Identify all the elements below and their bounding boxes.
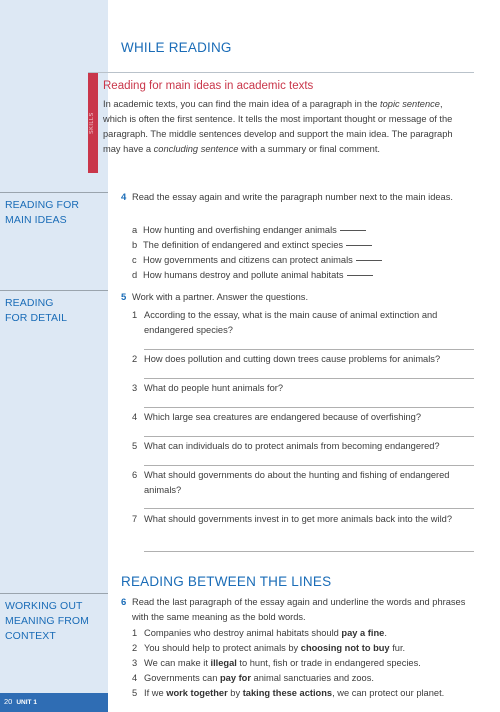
sentence-text: to hunt, fish or trade in endangered species. <box>236 658 421 668</box>
sidebar-label-context <box>0 593 108 644</box>
sentence-text: fur. <box>389 643 406 653</box>
sidebar-label-line: MAIN IDEAS <box>5 214 67 226</box>
answer-line[interactable] <box>144 407 474 408</box>
item-number: 2 <box>132 643 138 653</box>
sentence-text: by <box>227 688 243 698</box>
bold-phrase: work together <box>166 688 228 698</box>
exercise-5-instruction: Work with a partner. Answer the questions. <box>132 292 309 302</box>
answer-line[interactable] <box>144 378 474 379</box>
match-item <box>143 253 473 268</box>
item-letter: d <box>132 270 138 280</box>
exercise-5-number: 5 <box>121 292 127 303</box>
sentence-text: We can make it <box>144 658 211 668</box>
sentence-text: , we can protect our planet. <box>332 688 445 698</box>
exercise-4-instruction: Read the essay again and write the paragraph number next to the main ideas. <box>132 192 453 202</box>
sentence <box>144 656 474 671</box>
section-title-while-reading: WHILE READING <box>121 40 232 55</box>
skills-heading: Reading for main ideas in academic texts <box>103 80 314 92</box>
match-item <box>143 223 473 238</box>
sentence-text: Companies who destroy animal habitats should <box>144 628 342 638</box>
page-number: 20 <box>4 697 13 706</box>
sentence-text: animal sanctuaries and zoos. <box>250 673 374 683</box>
exercise-6-number: 6 <box>121 597 127 608</box>
sentence-text: Governments can <box>144 673 220 683</box>
answer-blank <box>347 275 373 276</box>
sidebar-label-line: READING <box>5 297 54 309</box>
skills-term: topic sentence <box>380 99 440 109</box>
sidebar-label-line: MEANING FROM <box>5 615 90 627</box>
question-number: 2 <box>132 354 138 364</box>
item-number: 5 <box>132 688 138 698</box>
match-item-text: How humans destroy and pollute animal habitats <box>143 270 344 280</box>
sidebar-label-main-ideas <box>0 192 108 228</box>
match-item <box>143 238 473 253</box>
skills-term: concluding sentence <box>153 144 239 154</box>
item-number: 3 <box>132 658 138 668</box>
sidebar-label-line: READING FOR <box>5 199 80 211</box>
question-text: What do people hunt animals for? <box>144 383 284 393</box>
skills-text: with a summary or final comment. <box>238 144 380 154</box>
question-number: 1 <box>132 310 138 320</box>
question-text: Which large sea creatures are endangered because of overfishing? <box>144 412 422 422</box>
question-number: 7 <box>132 514 138 524</box>
unit-label: UNIT 1 <box>16 699 37 706</box>
section-title-between-lines: READING BETWEEN THE LINES <box>121 574 332 589</box>
sentence <box>144 686 474 701</box>
question-text: What should governments do about the hunting and fishing of endangered animals? <box>144 470 450 495</box>
bold-phrase: illegal <box>210 658 237 668</box>
bold-phrase: choosing not to buy <box>300 643 390 653</box>
sidebar-label-line: FOR DETAIL <box>5 312 68 324</box>
skills-text: , which is often the first sentence. It tells the most important thought or message of the paragraph. The middle sentences develop and support the main idea. The paragraph may have a <box>103 99 453 154</box>
question-text: What should governments invest in to get more animals back into the wild? <box>144 514 452 524</box>
skills-body <box>103 97 468 157</box>
bold-phrase: taking these actions <box>242 688 333 698</box>
skills-text: In academic texts, you can find the main idea of a paragraph in the <box>103 99 381 109</box>
item-letter: a <box>132 225 138 235</box>
match-item-text: How governments and citizens can protect animals <box>143 255 353 265</box>
match-item <box>143 268 473 283</box>
question-number: 5 <box>132 441 138 451</box>
question-number: 6 <box>132 470 138 480</box>
question-text: According to the essay, what is the main cause of animal extinction and endangered species? <box>144 310 438 335</box>
item-number: 1 <box>132 628 138 638</box>
question-number: 3 <box>132 383 138 393</box>
sentence <box>144 626 474 641</box>
item-letter: c <box>132 255 137 265</box>
sentence-text: . <box>384 628 387 638</box>
answer-line[interactable] <box>144 551 474 552</box>
question-number: 4 <box>132 412 138 422</box>
bold-phrase: pay a fine <box>341 628 385 638</box>
sidebar-label-line: WORKING OUT <box>5 600 83 612</box>
sentence-text: If we <box>144 688 167 698</box>
exercise-6-instruction: Read the last paragraph of the essay again and underline the words and phrases with the same meaning as the bold words. <box>132 597 466 622</box>
match-item-text: The definition of endangered and extinct species <box>143 240 344 250</box>
skills-tab-label: SKILLS <box>89 112 95 134</box>
page-footer <box>4 697 37 706</box>
answer-blank <box>346 245 372 246</box>
answer-blank <box>356 260 382 261</box>
sentence <box>144 641 474 656</box>
answer-line[interactable] <box>144 508 474 509</box>
bold-phrase: pay for <box>219 673 251 683</box>
item-number: 4 <box>132 673 138 683</box>
answer-line[interactable] <box>144 349 474 350</box>
sentence-text: You should help to protect animals by <box>144 643 301 653</box>
sidebar-label-line: CONTEXT <box>5 630 56 642</box>
answer-blank <box>340 230 366 231</box>
answer-line[interactable] <box>144 436 474 437</box>
sentence <box>144 671 474 686</box>
match-item-text: How hunting and overfishing endanger animals <box>143 225 337 235</box>
answer-line[interactable] <box>144 465 474 466</box>
question-text: How does pollution and cutting down trees cause problems for animals? <box>144 354 441 364</box>
sidebar-label-detail <box>0 290 108 326</box>
item-letter: b <box>132 240 138 250</box>
exercise-4-number: 4 <box>121 192 127 203</box>
question-text: What can individuals do to protect animals from becoming endangered? <box>144 441 440 451</box>
